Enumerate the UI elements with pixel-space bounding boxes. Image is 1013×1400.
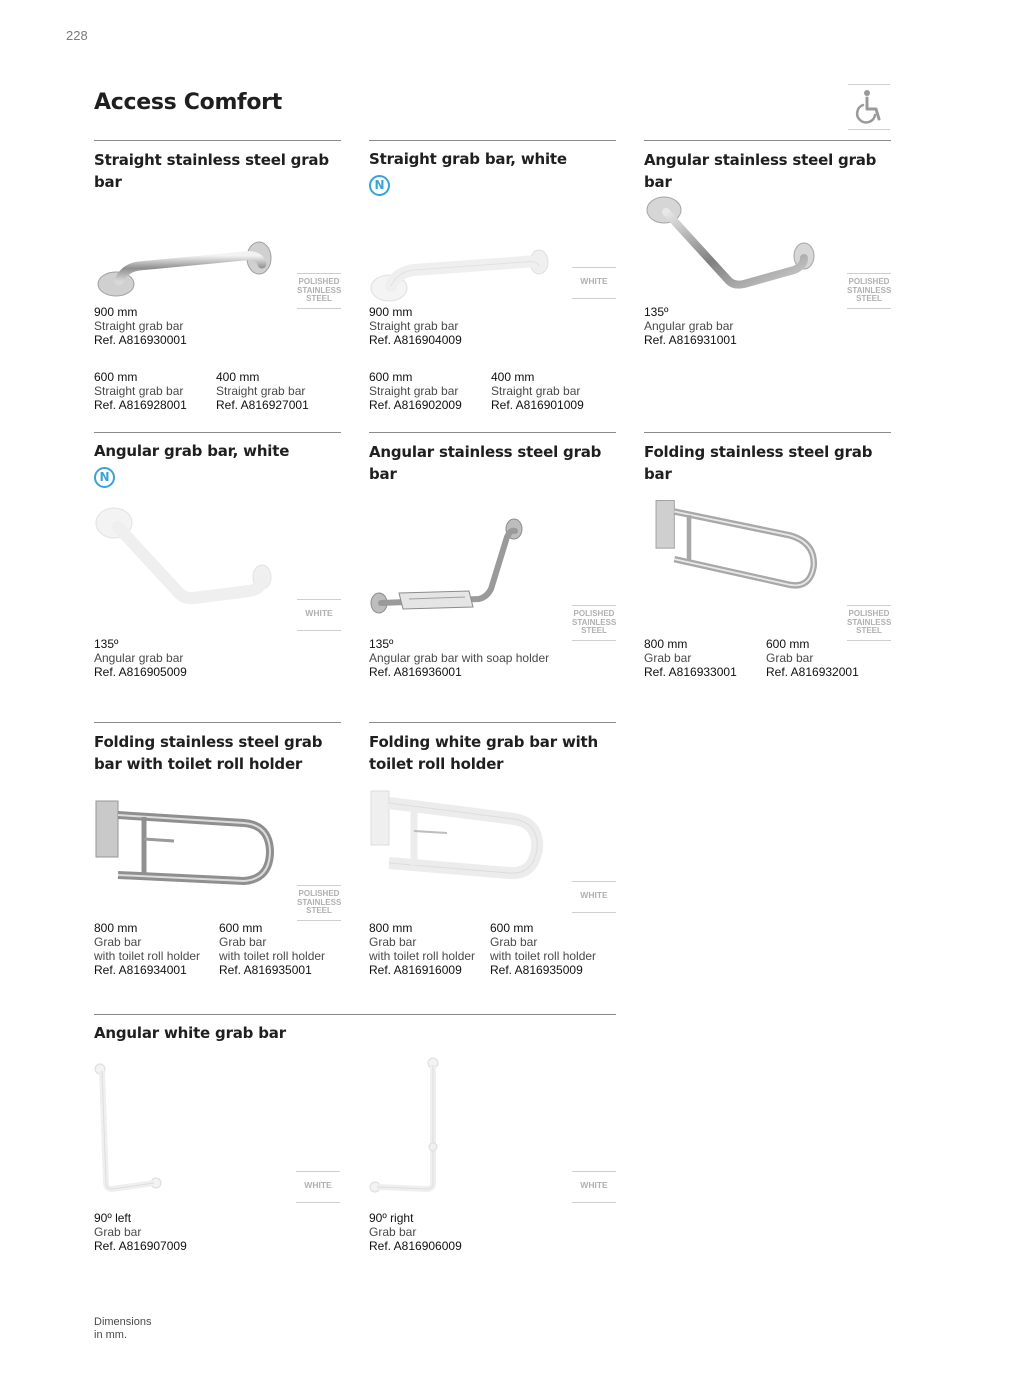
section-angular-white-grab-bar-90: [94, 1014, 616, 1265]
product-item: 800 mm Grab bar with toilet roll holder Ref. A816934001: [94, 921, 201, 977]
section-title: Straight grab bar, white: [369, 150, 567, 168]
page-number: 228: [66, 28, 88, 43]
product-image-folding-steel-roll: [94, 793, 294, 903]
dimensions-note: Dimensions in mm.: [94, 1316, 152, 1341]
product-image-angular-steel: [644, 196, 844, 306]
finish-label: POLISHED STAINLESS STEEL: [847, 605, 891, 641]
product-item: 90º left Grab bar Ref. A816907009: [94, 1211, 187, 1253]
finish-label: WHITE: [572, 1171, 616, 1203]
section-title: Folding stainless steel grab bar with toilet roll holder: [94, 733, 323, 773]
finish-label: POLISHED STAINLESS STEEL: [847, 273, 891, 309]
section-angular-stainless-grab-bar: [644, 140, 891, 421]
product-item: 400 mm Straight grab bar Ref. A816901009: [491, 370, 584, 412]
section-title: Angular stainless steel grab bar: [644, 151, 877, 191]
finish-label: WHITE: [572, 881, 616, 913]
new-badge-icon: N: [369, 175, 390, 196]
section-title: Angular grab bar, white: [94, 442, 290, 460]
finish-label: WHITE: [572, 267, 616, 299]
product-item: 135º Angular grab bar Ref. A816931001: [644, 305, 737, 347]
product-image-angular-white: [94, 505, 294, 615]
product-item: 600 mm Grab bar Ref. A816932001: [766, 637, 859, 679]
finish-label: WHITE: [297, 599, 341, 631]
section-title: Folding stainless steel grab bar: [644, 443, 873, 483]
product-item: 600 mm Straight grab bar Ref. A816902009: [369, 370, 462, 412]
product-item: 900 mm Straight grab bar Ref. A816930001: [94, 305, 187, 347]
product-item: 900 mm Straight grab bar Ref. A816904009: [369, 305, 462, 347]
section-folding-stainless-grab-bar: [644, 432, 891, 713]
finish-label: WHITE: [296, 1171, 340, 1203]
product-image-90-left: [94, 1055, 174, 1197]
product-item: 600 mm Grab bar with toilet roll holder Ref. A816935001: [219, 921, 326, 977]
product-item: 90º right Grab bar Ref. A816906009: [369, 1211, 462, 1253]
section-folding-white-toilet-roll: [369, 722, 616, 1003]
new-badge-icon: N: [94, 467, 115, 488]
finish-label: POLISHED STAINLESS STEEL: [297, 885, 341, 921]
section-title: Folding white grab bar with toilet roll holder: [369, 733, 598, 773]
page-title: Access Comfort: [94, 90, 282, 115]
section-title: Angular white grab bar: [94, 1024, 286, 1042]
section-folding-stainless-toilet-roll: [94, 722, 341, 1003]
section-angular-white-grab-bar: [94, 432, 341, 713]
finish-label: POLISHED STAINLESS STEEL: [572, 605, 616, 641]
section-straight-white-grab-bar: [369, 140, 616, 421]
product-image-straight-steel: [94, 196, 294, 306]
wheelchair-icon: [848, 84, 890, 130]
product-image-folding-steel: [644, 495, 844, 605]
section-angular-stainless-soap-holder: [369, 432, 616, 713]
product-image-90-right: [369, 1055, 449, 1197]
product-item: 400 mm Straight grab bar Ref. A816927001: [216, 370, 309, 412]
product-item: 600 mm Straight grab bar Ref. A816928001: [94, 370, 187, 412]
finish-label: POLISHED STAINLESS STEEL: [297, 273, 341, 309]
product-item: 600 mm Grab bar with toilet roll holder Ref. A816935009: [490, 921, 597, 977]
product-item: 135º Angular grab bar with soap holder Ref. A816936001: [369, 637, 550, 679]
product-item: 800 mm Grab bar with toilet roll holder Ref. A816916009: [369, 921, 476, 977]
section-straight-stainless-grab-bar: [94, 140, 341, 421]
product-image-angular-soap-holder: [369, 513, 569, 623]
product-item: 800 mm Grab bar Ref. A816933001: [644, 637, 737, 679]
product-image-folding-white-roll: [369, 787, 569, 897]
product-item: 135º Angular grab bar Ref. A816905009: [94, 637, 187, 679]
product-image-straight-white: [369, 196, 569, 306]
section-title: Straight stainless steel grab bar: [94, 151, 329, 191]
section-title: Angular stainless steel grab bar: [369, 443, 602, 483]
